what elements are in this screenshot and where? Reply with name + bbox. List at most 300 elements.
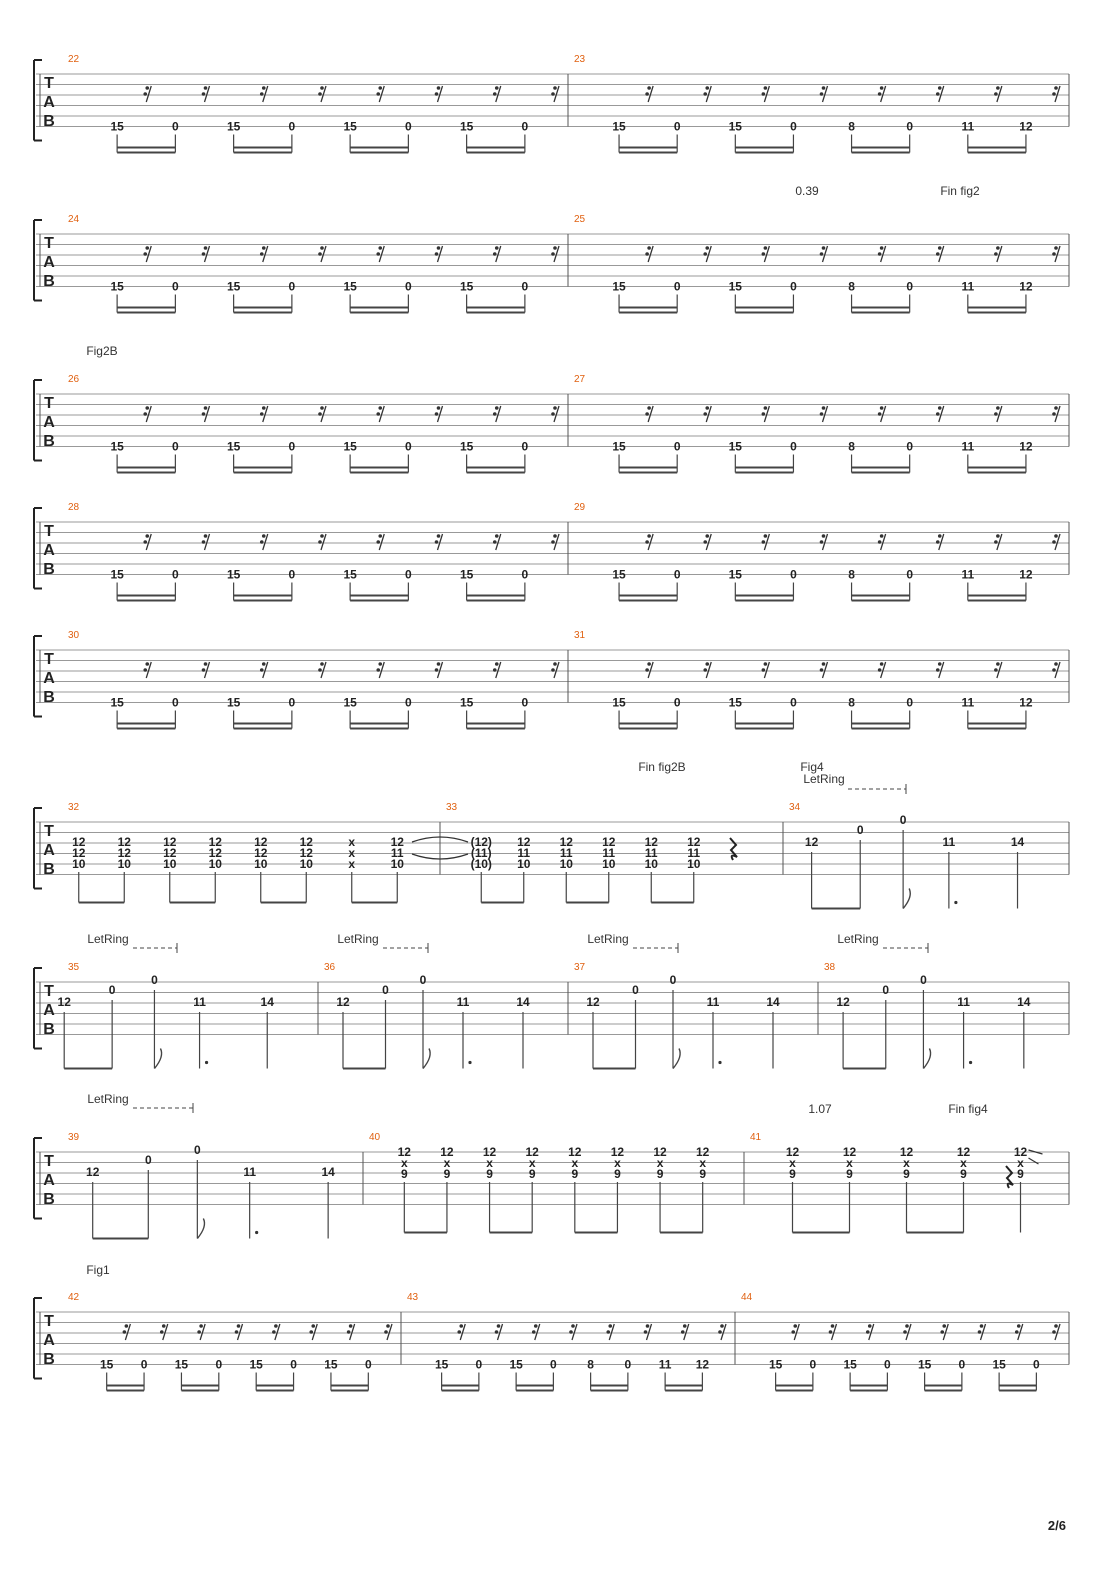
chord-fret-number: 9: [699, 1167, 707, 1181]
rest-dot: [376, 252, 380, 256]
fret-number: 12: [1019, 567, 1033, 582]
fret-number: 15: [343, 567, 357, 582]
fret-number: 0: [958, 1357, 966, 1372]
sixteenth-rest: [384, 1324, 392, 1340]
rest-dot: [553, 86, 557, 90]
system-bracket: [34, 508, 42, 589]
sixteenth-rest: [493, 662, 501, 678]
fret-number: 0: [884, 1357, 891, 1372]
chord-fret-number: 10: [163, 857, 177, 871]
rest-dot: [318, 412, 322, 416]
rest-dot: [320, 406, 324, 410]
rest-dot: [435, 252, 439, 256]
sixteenth-rest: [143, 534, 151, 550]
rest-dot: [493, 92, 497, 96]
sixteenth-rest: [606, 1324, 614, 1340]
annotation-label: Fig1: [86, 1263, 110, 1277]
chord-fret-number: 12: [899, 1145, 914, 1159]
rest-dot: [145, 534, 149, 538]
sixteenth-rest: [940, 1324, 948, 1340]
rest-dot: [235, 1330, 239, 1334]
fret-number: 0: [382, 983, 389, 997]
fret-number: 15: [459, 119, 474, 134]
rest-dot: [202, 668, 206, 672]
rest-dot: [1054, 406, 1058, 410]
tab-clef-letter: A: [43, 1332, 55, 1349]
fret-number: 15: [728, 119, 742, 134]
chord-fret-number: 12: [117, 835, 131, 849]
sixteenth-rest: [123, 1324, 131, 1340]
fret-number: 8: [848, 567, 855, 582]
sixteenth-rest: [978, 1324, 986, 1340]
fret-number: 15: [728, 279, 742, 294]
fret-number: 12: [336, 995, 350, 1009]
sixteenth-rest: [645, 534, 653, 550]
rest-dot: [994, 92, 998, 96]
rest-dot: [880, 662, 884, 666]
sixteenth-rest: [457, 1324, 465, 1340]
sixteenth-rest: [318, 86, 326, 102]
rest-dot: [994, 668, 998, 672]
rest-dot: [878, 412, 882, 416]
rest-dot: [495, 534, 499, 538]
sixteenth-rest: [762, 662, 770, 678]
fret-number: 0: [790, 567, 797, 582]
fret-number: 0: [288, 695, 296, 710]
sixteenth-rest: [936, 246, 944, 262]
rest-dot: [820, 540, 824, 544]
sixteenth-rest: [903, 1324, 911, 1340]
annotation-label: LetRing: [837, 932, 879, 946]
fret-number: 0: [521, 439, 529, 454]
rest-dot: [647, 534, 651, 538]
sixteenth-rest: [376, 534, 384, 550]
measure-number: 44: [741, 1292, 753, 1303]
sixteenth-rest: [493, 534, 501, 550]
sixteenth-rest: [376, 406, 384, 422]
measure-number: 23: [574, 54, 586, 65]
rest-dot: [762, 92, 766, 96]
rest-dot: [260, 92, 264, 96]
chord-fret-number: 10: [254, 857, 268, 871]
fret-number: 15: [612, 695, 626, 710]
rest-dot: [309, 1330, 313, 1334]
rest-dot: [459, 1324, 463, 1328]
measure-number: 31: [574, 630, 586, 641]
annotation-label: 1.07: [808, 1102, 832, 1116]
fret-number: 0: [550, 1357, 557, 1372]
rest-dot: [1054, 86, 1058, 90]
chord-fret-number: x: [486, 1156, 493, 1170]
rest-dot: [378, 246, 382, 250]
rest-dot: [125, 1324, 129, 1328]
fret-number: 0: [172, 695, 179, 710]
chord-fret-number: 12: [687, 835, 701, 849]
fret-number: 15: [728, 695, 742, 710]
sixteenth-rest: [493, 246, 501, 262]
fret-number: 8: [848, 695, 855, 710]
measure-number: 25: [574, 214, 586, 225]
rest-dot: [347, 1330, 351, 1334]
fret-number: 0: [632, 983, 639, 997]
chord-fret-number: 11: [644, 846, 658, 860]
rest-dot: [145, 86, 149, 90]
rest-dot: [942, 1324, 946, 1328]
sixteenth-rest: [260, 246, 268, 262]
chord-fret-number: 10: [72, 857, 86, 871]
fret-number: 15: [459, 567, 474, 582]
tab-clef-letter: B: [43, 433, 55, 450]
rest-dot: [606, 1330, 610, 1334]
chord-fret-number: 9: [960, 1167, 967, 1181]
fret-number: 15: [612, 119, 626, 134]
tab-clef-letter: B: [43, 113, 55, 130]
fret-number: 0: [405, 439, 412, 454]
rest-dot: [262, 662, 266, 666]
quarter-rest: [1006, 1166, 1013, 1188]
chord-fret-number: 12: [163, 846, 177, 860]
fret-number: 0: [193, 1143, 201, 1157]
tab-clef-letter: B: [43, 1021, 55, 1038]
rest-dot: [938, 246, 942, 250]
sixteenth-rest: [202, 246, 210, 262]
sixteenth-rest: [878, 246, 886, 262]
rest-dot: [160, 1330, 164, 1334]
measure-number: 39: [68, 1132, 80, 1143]
annotation-label: LetRing: [337, 932, 379, 946]
sixteenth-rest: [551, 662, 559, 678]
fret-number: 15: [110, 439, 124, 454]
eighth-flag: [923, 1049, 930, 1069]
fret-number: 15: [768, 1357, 783, 1372]
fret-number: 12: [1019, 695, 1033, 710]
fret-number: 0: [906, 439, 914, 454]
fret-number: 0: [673, 567, 681, 582]
rest-dot: [318, 252, 322, 256]
rest-dot: [435, 668, 439, 672]
chord-fret-number: 12: [559, 835, 573, 849]
rest-dot: [143, 92, 147, 96]
rest-dot: [197, 1330, 201, 1334]
rest-dot: [435, 540, 439, 544]
chord-fret-number: 10: [687, 857, 701, 871]
fret-number: 15: [728, 567, 742, 582]
sixteenth-rest: [703, 86, 711, 102]
chord-fret-number: x: [1017, 1156, 1024, 1170]
sixteenth-rest: [820, 246, 828, 262]
sixteenth-rest: [718, 1324, 726, 1340]
chord-fret-number: 12: [254, 835, 268, 849]
rest-dot: [703, 668, 707, 672]
sixteenth-rest: [866, 1324, 874, 1340]
annotation-label: LetRing: [87, 1092, 129, 1106]
rest-dot: [378, 534, 382, 538]
fret-number: 15: [992, 1357, 1006, 1372]
fret-number: 0: [288, 279, 296, 294]
sixteenth-rest: [994, 406, 1002, 422]
rest-dot: [822, 86, 826, 90]
rest-dot: [880, 246, 884, 250]
rest-dot: [262, 406, 266, 410]
augmentation-dot: [255, 1231, 258, 1234]
fret-number: 0: [673, 279, 681, 294]
chord-fret-number: 12: [568, 1145, 582, 1159]
rest-dot: [938, 406, 942, 410]
sixteenth-rest: [791, 1324, 799, 1340]
rest-dot: [320, 86, 324, 90]
rest-dot: [820, 668, 824, 672]
sixteenth-rest: [376, 246, 384, 262]
chord-fret-number: (10): [470, 857, 492, 871]
rest-dot: [495, 406, 499, 410]
chord-fret-number: 9: [903, 1167, 910, 1181]
sixteenth-rest: [936, 662, 944, 678]
rest-dot: [764, 662, 768, 666]
fret-number: 15: [459, 439, 474, 454]
fret-number: 11: [193, 995, 206, 1009]
rest-dot: [551, 252, 555, 256]
fret-number: 0: [790, 119, 797, 134]
measure-number: 41: [750, 1132, 762, 1143]
sixteenth-rest: [435, 406, 443, 422]
fret-number: 0: [790, 439, 797, 454]
measure-number: 26: [68, 374, 80, 385]
tab-clef-letter: A: [43, 842, 55, 859]
sixteenth-rest: [551, 86, 559, 102]
fret-number: 0: [1033, 1357, 1040, 1372]
fret-number: 15: [343, 279, 357, 294]
rest-dot: [237, 1324, 241, 1328]
rest-dot: [551, 540, 555, 544]
fret-number: 11: [961, 567, 975, 582]
chord-fret-number: 12: [117, 846, 131, 860]
fret-number: 12: [836, 995, 850, 1009]
rest-dot: [376, 412, 380, 416]
fret-number: 15: [343, 439, 357, 454]
rest-dot: [996, 406, 1000, 410]
eighth-flag: [154, 1049, 161, 1069]
sixteenth-rest: [197, 1324, 205, 1340]
fret-number: 0: [288, 119, 296, 134]
measure-number: 24: [68, 214, 80, 225]
fret-number: 11: [706, 995, 720, 1009]
sixteenth-rest: [1052, 86, 1060, 102]
rest-dot: [1052, 252, 1056, 256]
rest-dot: [831, 1324, 835, 1328]
rest-dot: [274, 1324, 278, 1328]
fret-number: 15: [110, 279, 124, 294]
sixteenth-rest: [532, 1324, 540, 1340]
sixteenth-rest: [202, 662, 210, 678]
chord-fret-number: 12: [482, 1145, 497, 1159]
rest-dot: [681, 1330, 685, 1334]
rest-dot: [936, 412, 940, 416]
chord-fret-number: 10: [117, 857, 131, 871]
fret-number: 11: [456, 995, 470, 1009]
sixteenth-rest: [435, 246, 443, 262]
sixteenth-rest: [703, 534, 711, 550]
sixteenth-rest: [703, 406, 711, 422]
measure-number: 32: [68, 802, 80, 813]
fret-number: 0: [521, 279, 529, 294]
rest-dot: [645, 412, 649, 416]
chord-fret-number: 12: [610, 1145, 625, 1159]
sixteenth-rest: [318, 406, 326, 422]
rest-dot: [996, 662, 1000, 666]
rest-dot: [764, 246, 768, 250]
augmentation-dot: [205, 1061, 208, 1064]
sixteenth-rest: [347, 1324, 355, 1340]
rest-dot: [551, 92, 555, 96]
sixteenth-rest: [569, 1324, 577, 1340]
fret-number: 15: [612, 567, 626, 582]
rest-dot: [647, 406, 651, 410]
rest-dot: [493, 412, 497, 416]
tab-clef-letter: B: [43, 561, 55, 578]
fret-number: 15: [226, 567, 241, 582]
fret-number: 11: [957, 995, 970, 1009]
rest-dot: [376, 668, 380, 672]
rest-dot: [829, 1330, 833, 1334]
rest-dot: [437, 534, 441, 538]
rest-dot: [260, 252, 264, 256]
measure-number: 42: [68, 1292, 80, 1303]
sixteenth-rest: [820, 662, 828, 678]
fret-number: 0: [790, 695, 797, 710]
sixteenth-rest: [235, 1324, 243, 1340]
fret-number: 0: [521, 695, 529, 710]
fret-number: 15: [459, 695, 474, 710]
tab-clef-letter: T: [44, 235, 54, 252]
chord-fret-number: x: [348, 835, 356, 849]
sixteenth-rest: [994, 86, 1002, 102]
chord-fret-number: x: [443, 1156, 451, 1170]
chord-fret-number: 12: [299, 846, 313, 860]
fret-number: 0: [290, 1357, 297, 1372]
fret-number: 0: [144, 1153, 152, 1167]
sixteenth-rest: [994, 246, 1002, 262]
sixteenth-rest: [143, 406, 151, 422]
rest-dot: [123, 1330, 127, 1334]
rest-dot: [1054, 246, 1058, 250]
rest-dot: [145, 662, 149, 666]
rest-dot: [764, 534, 768, 538]
sixteenth-rest: [645, 246, 653, 262]
rest-dot: [311, 1324, 315, 1328]
rest-dot: [202, 92, 206, 96]
chord-fret-number: 12: [72, 846, 86, 860]
sixteenth-rest: [645, 406, 653, 422]
chord-fret-number: 11: [687, 846, 701, 860]
rest-dot: [262, 246, 266, 250]
rest-dot: [378, 406, 382, 410]
fret-number: 15: [110, 119, 124, 134]
rest-dot: [793, 1324, 797, 1328]
fret-number: 14: [321, 1165, 335, 1179]
rest-dot: [822, 534, 826, 538]
annotation-label: Fin fig2B: [638, 760, 686, 774]
fret-number: 0: [475, 1357, 483, 1372]
chord-fret-number: 12: [956, 1145, 971, 1159]
rest-dot: [551, 668, 555, 672]
rest-dot: [202, 540, 206, 544]
fret-number: 0: [673, 439, 681, 454]
measure-number: 22: [68, 54, 80, 65]
sixteenth-rest: [272, 1324, 280, 1340]
chord-fret-number: 12: [390, 835, 404, 849]
fret-number: 0: [288, 439, 296, 454]
sixteenth-rest: [318, 246, 326, 262]
chord-fret-number: x: [614, 1156, 621, 1170]
tab-clef-letter: A: [43, 1002, 55, 1019]
fret-number: 12: [1019, 439, 1033, 454]
sixteenth-rest: [820, 86, 828, 102]
fret-number: 12: [57, 995, 71, 1009]
rest-dot: [495, 662, 499, 666]
rest-dot: [437, 662, 441, 666]
fret-number: 0: [288, 567, 296, 582]
rest-dot: [318, 92, 322, 96]
fret-number: 14: [1017, 995, 1031, 1009]
rest-dot: [437, 246, 441, 250]
sixteenth-rest: [936, 534, 944, 550]
sixteenth-rest: [495, 1324, 503, 1340]
chord-fret-number: 12: [653, 1145, 667, 1159]
chord-fret-number: 9: [656, 1167, 664, 1181]
tab-clef-letter: T: [44, 395, 54, 412]
fret-number: 0: [673, 695, 681, 710]
chord-fret-number: 9: [789, 1167, 796, 1181]
fret-number: 15: [249, 1357, 263, 1372]
sixteenth-rest: [994, 662, 1002, 678]
fret-number: 15: [343, 695, 357, 710]
chord-fret-number: 10: [390, 857, 404, 871]
rest-dot: [437, 86, 441, 90]
fret-number: 0: [108, 983, 116, 997]
annotation-label: Fin fig4: [948, 1102, 988, 1116]
chord-fret-number: x: [656, 1156, 664, 1170]
rest-dot: [204, 406, 208, 410]
eighth-flag: [197, 1219, 204, 1239]
fret-number: 12: [86, 1165, 100, 1179]
fret-number: 15: [612, 439, 626, 454]
rest-dot: [202, 252, 206, 256]
annotation-label: Fig2B: [86, 344, 118, 358]
tab-clef-letter: A: [43, 670, 55, 687]
rest-dot: [705, 662, 709, 666]
fret-number: 8: [587, 1357, 594, 1372]
rest-dot: [705, 246, 709, 250]
tab-clef-letter: B: [43, 689, 55, 706]
rest-dot: [647, 246, 651, 250]
eighth-flag: [903, 889, 910, 909]
sixteenth-rest: [936, 86, 944, 102]
rest-dot: [938, 534, 942, 538]
rest-dot: [262, 86, 266, 90]
rest-dot: [378, 662, 382, 666]
fret-number: 0: [172, 119, 179, 134]
chord-fret-number: 12: [208, 835, 222, 849]
rest-dot: [260, 412, 264, 416]
fret-number: 12: [695, 1357, 710, 1372]
rest-dot: [936, 252, 940, 256]
chord-fret-number: 10: [299, 857, 313, 871]
rest-dot: [204, 86, 208, 90]
measure-number: 27: [574, 374, 586, 385]
rest-dot: [644, 1330, 648, 1334]
rest-dot: [204, 534, 208, 538]
rest-dot: [143, 252, 147, 256]
